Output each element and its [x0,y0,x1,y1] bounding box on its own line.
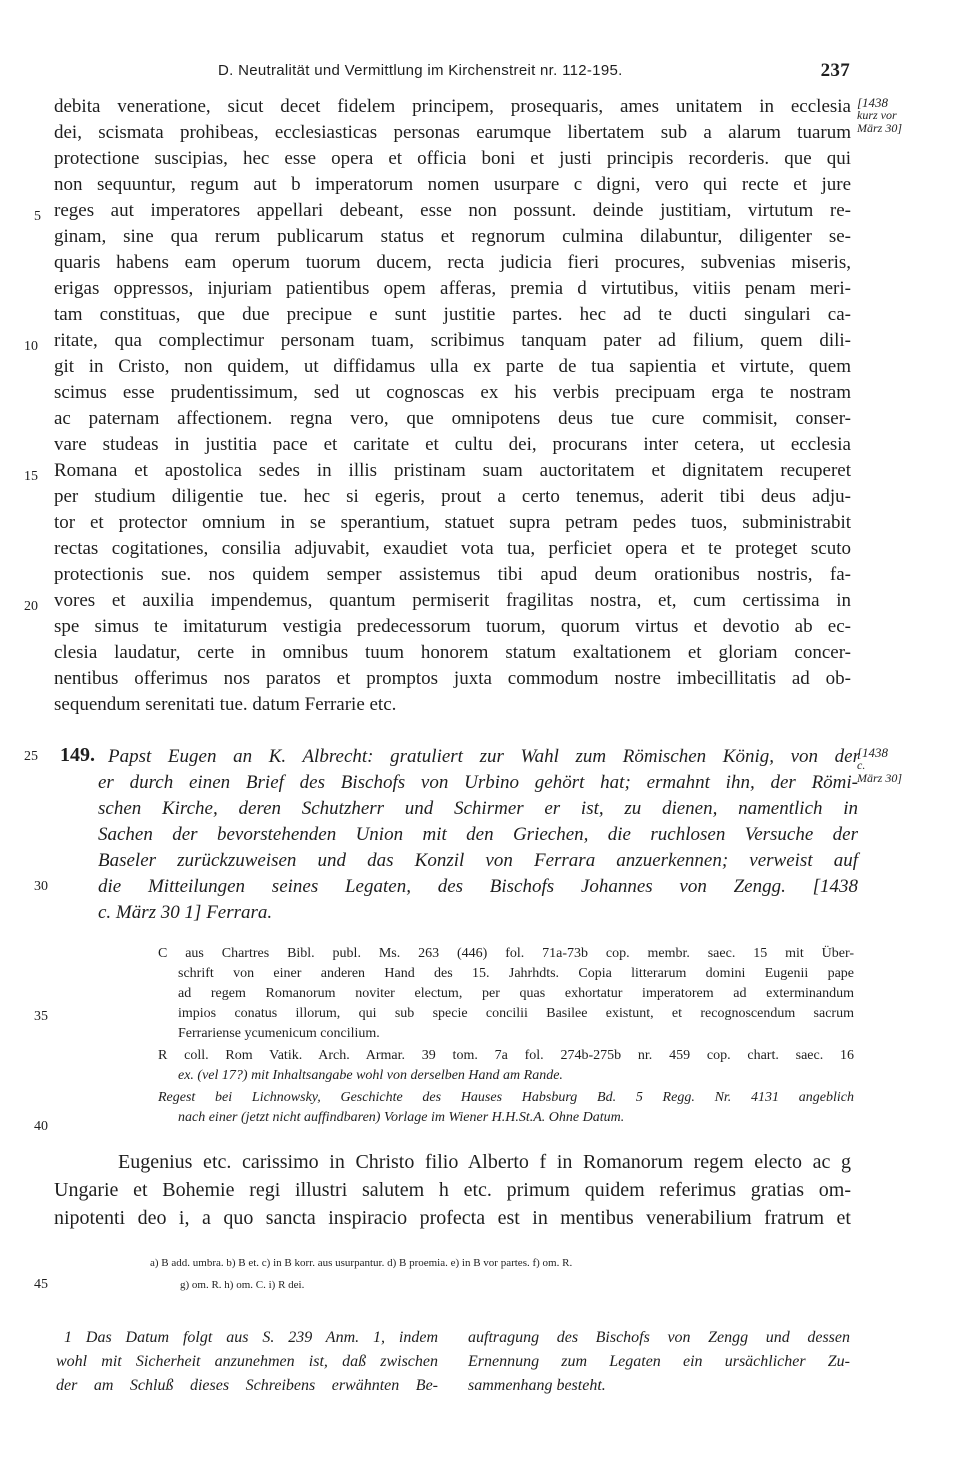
source-line: Regest bei Lichnowsky, Geschichte des Hauses Habsburg Bd. 5 Regg. Nr. 4131 angeblich [158,1090,854,1105]
margin-note-line: [1438 [857,95,889,110]
page-number: 237 [820,60,850,81]
margin-note-line: [1438 [857,745,889,760]
variant-row: g) om. R. h) om. C. i) R dei. [180,1279,305,1291]
source-line: nach einer (jetzt nicht auffindbaren) Vorlage im Wiener H.H.St.A. Ohne Datum. [178,1110,625,1125]
footnote-line: sammenhang besteht. [468,1377,606,1394]
text-line: quaris habens eam operum tuorum ducem, recta judicia fieri procures, subvenias miseris, [54,252,851,273]
regest-line: die Mitteilungen seines Legaten, des Bischofs Johannes von Zengg. [1438 [98,876,858,897]
line-number: 35 [34,1009,48,1024]
line-number: 45 [34,1277,48,1292]
text-line: protectione suscipias, hec esse opera et officia boni et justi principis recorderis. que qui [54,148,851,169]
margin-date-note [857,746,957,785]
text-line: dei, scismata prohibeas, ecclesiasticas personas earumque libertatem sub a alarum tuarum [54,122,851,143]
source-line: impios conatus illorum, qui sub specie concilii Basilee existunt, et recognoscendum sacrum [178,1006,854,1021]
source-line: ex. (vel 17?) mit Inhaltsangabe wohl von derselben Hand am Rande. [178,1068,563,1083]
text-line: tam constituas, que due precipue e sunt justitie partes. hec ad te ducti singulari ca- [54,304,851,325]
line-number: 15 [24,469,38,484]
source-line: R coll. Rom Vatik. Arch. Armar. 39 tom. 7a fol. 274b-275b nr. 459 cop. chart. saec. 16 [158,1048,854,1063]
source-line: C aus Chartres Bibl. publ. Ms. 263 (446) fol. 71a-73b cop. membr. saec. 15 mit Über- [158,946,854,961]
text-line: ac paternam affectionem. regna vero, que omnipotens deus tue cure commisit, conser- [54,408,851,429]
text-line: reges aut imperatores appellari debeant, esse non possunt. deinde justitiam, virtutum re- [54,200,851,221]
regest-line: er durch einen Brief des Bischofs von Urbino gehört hat; ermahnt ihn, der Römi- [98,772,858,793]
footnote-line: 1 Das Datum folgt aus S. 239 Anm. 1, indem [64,1329,438,1346]
text-line: clesia laudatur, certe in omnibus tuum honorem statum exaltationem et gloriam concer- [54,642,851,663]
line-number: 30 [34,879,48,894]
footnote-line: Ernennung zum Legaten ein ursächlicher Zu- [468,1353,850,1370]
margin-note-line: März 30] [857,121,903,135]
regest-line: Papst Eugen an K. Albrecht: gratuliert zur Wahl zum Römischen König, von der [108,746,860,767]
source-line: Ferrariense ycumenicum concilium. [178,1026,380,1041]
text-line: erigas oppressos, injuriam patientibus opem afferas, premia d virtutibus, vitiis penam meri- [54,278,851,299]
margin-note-line: c. [857,758,866,772]
text-line: Ungarie et Bohemie regi illustri salutem h etc. primum quidem referimus gratias om- [54,1179,851,1201]
line-number: 5 [34,209,41,224]
source-line: schrift von einer anderen Hand des 15. Jahrhdts. Copia litterarum domini Eugenii pape [178,966,854,981]
text-line: ginam, sine qua rerum publicarum status et regnorum culmina dilabuntur, diligenter se- [54,226,851,247]
margin-note-line: kurz vor [857,108,897,122]
text-line: git in Cristo, non quidem, ut diffidamus ulla ex parte de tua sapientia et virtute, quem [54,356,851,377]
source-line: ad regem Romanorum noviter electum, per quas exhortatur imperatorem ad exterminandum [178,986,854,1001]
regest-line: c. März 30 1] Ferrara. [98,902,273,923]
margin-note-line: März 30] [857,771,903,785]
text-line: sequendum serenitati tue. datum Ferrarie etc. [54,694,397,715]
text-line: per studium diligentie tue. hec si egeris, prout a certo tenemus, aderit tibi deus adju- [54,486,851,507]
line-number: 20 [24,599,38,614]
line-number: 25 [24,749,38,764]
document-number: 149. [60,744,95,766]
text-line: vores et auxilia impendemus, quantum permiserit fragilitas nostra, et, cum certissima in [54,590,851,611]
line-number: 10 [24,339,38,354]
text-line: non sequuntur, regum aut b imperatorum nomen usurpare c digni, vero qui recte et jure [54,174,851,195]
footnote-line: wohl mit Sicherheit anzunehmen ist, daß zwischen [56,1353,438,1370]
text-line: Romana et apostolica sedes in illis pristinam suam auctoritatem et dignitatem recuperet [54,460,851,481]
text-line: scimus esse prudentissimum, sed ut cognoscas ex his verbis precipuam erga te nostram [54,382,851,403]
text-line: spe simus te imitaturum vestigia predecessorum tuorum, quorum virtus et devotio ab ec- [54,616,851,637]
margin-date-note [857,96,957,135]
running-header [150,60,850,88]
running-title: D. Neutralität und Vermittlung im Kirchenstreit nr. 112-195. [218,62,623,79]
footnote-line: der am Schluß dieses Schreibens erwähnten Be- [56,1377,438,1394]
text-line: vare studeas in justitia pace et caritate et cultu dei, procurans inter cetera, ut ecclesia [54,434,851,455]
text-line: Eugenius etc. carissimo in Christo filio Alberto f in Romanorum regem electo ac g [118,1151,851,1173]
text-line: nipotenti deo i, a quo sancta inspiracio profecta est in mentibus venerabilium fratrum et [54,1207,851,1229]
variant-row: a) B add. umbra. b) B et. c) in B korr. aus usurpantur. d) B proemia. e) in B vor partes. f) om. R. [150,1257,573,1269]
text-line: rectas cogitationes, consilia adjuvabit, exaudiet vota tua, perficiet opera et te proteget scuto [54,538,851,559]
footnote-column [56,1326,438,1398]
text-line: protectionis sue. nos quidem semper assistemus tibi apud deum orationibus nostris, fa- [54,564,851,585]
text-line: ritate, qua complectimur personam tuam, scribimus tanquam pater ad filium, quem dili- [54,330,851,351]
text-line: nentibus offerimus nos paratos et promptos juxta commodum nostre imbecillitatis ad ob- [54,668,851,689]
regest-line: Sachen der bevorstehenden Union mit den Griechen, die ruchlosen Versuche der [98,824,858,845]
footnote-line: auftragung des Bischofs von Zengg und dessen [468,1329,850,1346]
text-line: tor et protector omnium in se sperantium, statuet supra petram pedes tuos, subministrabit [54,512,851,533]
regest-line: schen Kirche, deren Schutzherr und Schirmer er ist, zu dienen, namentlich in [98,798,858,819]
regest-line: Baseler zurückzuweisen und das Konzil von Ferrara anzuerkennen; verweist auf [98,850,858,871]
line-number: 40 [34,1119,48,1134]
footnote-column [468,1326,850,1398]
text-line: debita veneratione, sicut decet fidelem principem, prosequaris, ames unitatem in ecclesia [54,96,851,117]
